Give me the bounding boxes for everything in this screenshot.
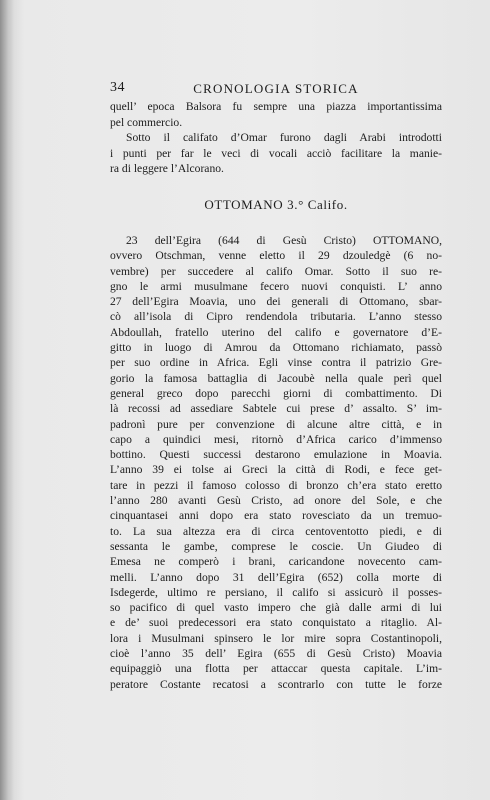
text-line: peratore Costante recatosi a scontrarlo con tutte le forze bbox=[110, 677, 442, 691]
page-number: 34 bbox=[110, 80, 125, 95]
text-line: tare in pezzi il famoso colosso di bronzo ch’era stato eretto bbox=[110, 478, 442, 492]
text-line: 23 dell’Egira (644 di Gesù Cristo) OTTOMANO, bbox=[126, 234, 442, 247]
text-line: general greco dopo parecchi giorni di combattimento. Di bbox=[110, 386, 442, 400]
text-line: cinquantasei anni dopo era stato rovesciato da un tremuo- bbox=[110, 509, 442, 523]
text-line: i punti per far le veci di vocali acciò facilitare la manie- bbox=[110, 146, 442, 160]
text-line: so pacifico di quel vasto impero che già dalle armi di lui bbox=[110, 601, 442, 615]
text-line: bottino. Questi successi destarono emulazione in Moavia. bbox=[110, 448, 442, 462]
text-line: gno le armi musulmane fecero nuovi conquisti. L’ anno bbox=[110, 279, 442, 293]
text-line: pel commercio. bbox=[110, 115, 183, 129]
text-line: melli. L’anno dopo 31 dell’Egira (652) colla morte di bbox=[110, 570, 442, 584]
text-line: Emesa ne comperò i brani, caricandone novecento cam- bbox=[110, 555, 442, 569]
text-line: quell’ epoca Balsora fu sempre una piazza importantissima bbox=[110, 100, 442, 113]
text-line: Abdoullah, fratello uterino del califo e governatore d’E- bbox=[110, 325, 442, 339]
text-line: l’anno 280 avanti Gesù Cristo, ad onore del Sole, e che bbox=[110, 494, 442, 508]
text-line: gitto in luogo di Amrou da Ottomano richiamato, passò bbox=[110, 341, 442, 355]
section-title: OTTOMANO 3.° Califo. bbox=[204, 197, 348, 212]
running-head: CRONOLOGIA STORICA bbox=[193, 81, 359, 96]
text-line: sessanta le gambe, comprese le coscie. Un Giudeo di bbox=[110, 539, 442, 553]
intro-paragraphs bbox=[110, 99, 442, 177]
text-line: cò all’isola di Cipro rendendola tributaria. L’anno stesso bbox=[110, 310, 442, 324]
text-line: lora i Musulmani spinsero le lor mire sopra Costantinopoli, bbox=[110, 631, 442, 645]
text-line: ra di leggere l’Alcorano. bbox=[110, 162, 224, 176]
text-line: equipaggiò una flotta per attaccar questa capitale. L’im- bbox=[110, 662, 442, 676]
text-line: 27 dell’Egira Moavia, uno dei generali di Ottomano, sbar- bbox=[110, 295, 442, 309]
text-line: L’anno 39 ei tolse ai Greci la città di Rodi, e fece get- bbox=[110, 463, 442, 477]
text-line: per suo ordine in Africa. Egli vinse contra il patrizio Gre- bbox=[110, 356, 442, 370]
text-line: cioè l’anno 35 dell’ Egira (655 di Gesù Cristo) Moavia bbox=[110, 647, 442, 661]
text-line: e de’ suoi predecessori era stato conquistato a ritaglio. Al- bbox=[110, 616, 442, 630]
text-line: to. La sua altezza era di circa centoventotto piedi, e di bbox=[110, 524, 442, 538]
text-line: padronì pure per convenzione di alcune altre città, e in bbox=[110, 417, 442, 431]
text-line: Isdegerde, ultimo re persiano, il califo si assicurò il posses- bbox=[110, 585, 442, 599]
text-line: ovvero Otschman, venne eletto il 29 dzouledgè (6 no- bbox=[110, 249, 442, 263]
page-header bbox=[110, 80, 442, 100]
text-line: vembre) per succedere al califo Omar. Sotto il suo re- bbox=[110, 264, 442, 278]
text-line: Sotto il califato d’Omar furono dagli Arabi introdotti bbox=[126, 131, 442, 145]
section-body bbox=[110, 233, 442, 692]
text-line: là recossi ad assediare Sabtele cui prese d’ assalto. S’ im- bbox=[110, 402, 442, 416]
text-line: capo a quindici mesi, ritornò d’Africa carico d’immenso bbox=[110, 432, 442, 446]
text-line: gorio la famosa battaglia di Jacoubè nella quale perì quel bbox=[110, 371, 442, 385]
